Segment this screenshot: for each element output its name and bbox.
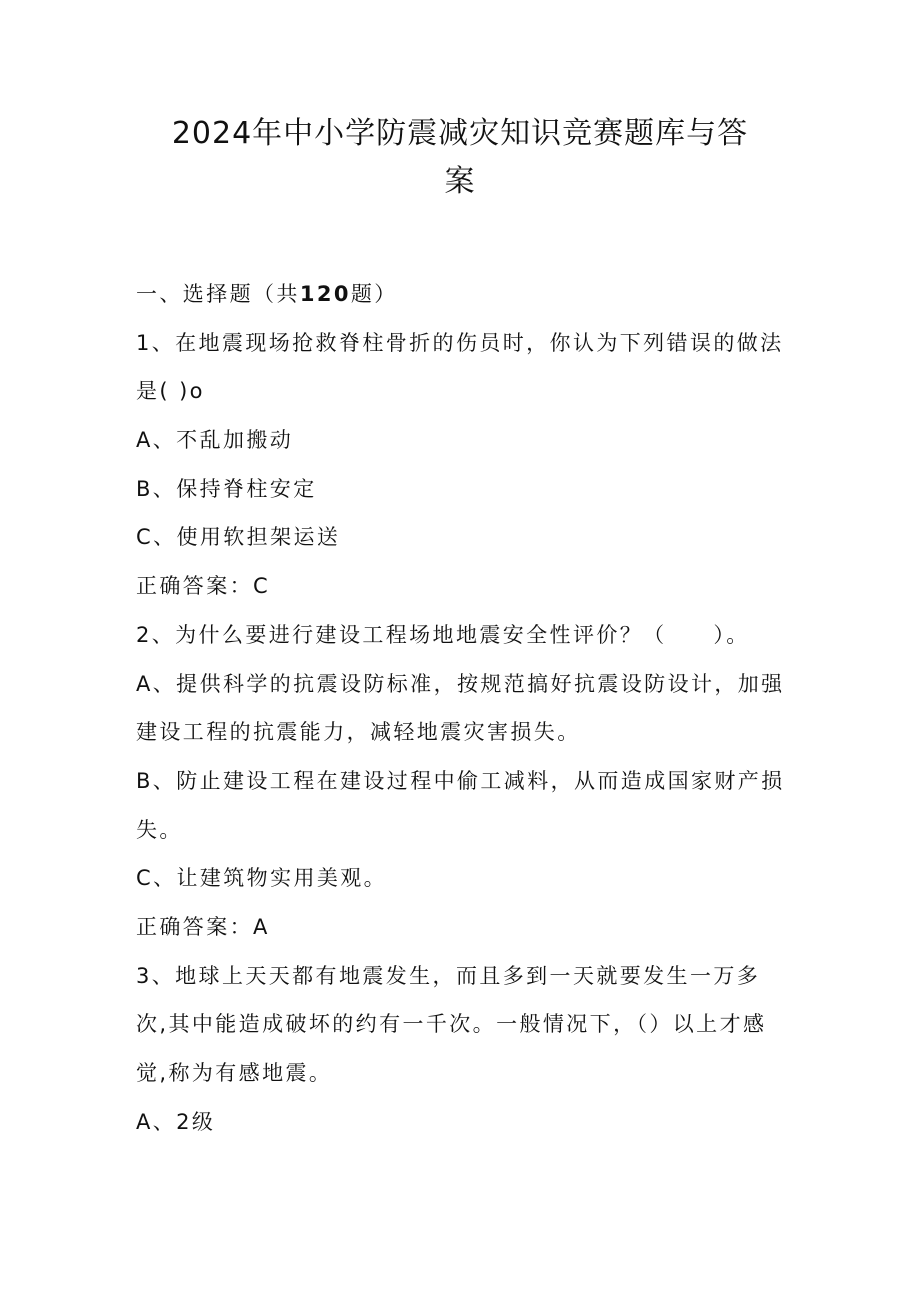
q1-answer: 正确答案：C [136,574,271,599]
q1-option-b: B、保持脊柱安定 [136,476,317,501]
q2-option-a-line-1: A、提供科学的抗震设防标准，按规范搞好抗震设防设计，加强 [136,671,785,696]
q2-answer: 正确答案：A [136,914,270,939]
q2-stem: 2、为什么要进行建设工程场地地震安全性评价？（ ）。 [136,622,750,647]
title-line-1: 2024年中小学防震减灾知识竞赛题库与答 [171,116,749,151]
q3-stem-line-1: 3、地球上天天都有地震发生，而且多到一天就要发生一万多 [136,963,761,988]
q3-option-a: A、2级 [136,1109,216,1134]
section-question-count: 120 [299,282,351,306]
q1-stem-line-1: 1、在地震现场抢救脊柱骨折的伤员时，你认为下列错误的做法 [136,330,784,355]
document-title [140,110,780,206]
q2-option-b-line-2: 失。 [136,817,183,842]
q3-stem-line-2: 次,其中能造成破坏的约有一千次。一般情况下，（）以上才感 [136,1012,767,1037]
q1-option-c: C、使用软担架运送 [136,525,341,550]
q3-stem-line-3: 觉,称为有感地震。 [136,1061,333,1085]
section-heading [136,270,786,319]
q1-option-a: A、不乱加搬动 [136,428,294,453]
section-heading-suffix: 题） [350,282,398,306]
title-line-2: 案 [444,164,476,199]
q2-option-c: C、让建筑物实用美观。 [136,866,388,891]
document-body [136,270,786,1146]
section-heading-prefix: 一、选择题（共 [136,282,300,306]
q2-option-b-line-1: B、防止建设工程在建设过程中偷工减料，从而造成国家财产损 [136,768,785,793]
q1-stem-line-2: 是( )o [136,379,205,404]
q2-option-a-line-2: 建设工程的抗震能力，减轻地震灾害损失。 [136,720,581,745]
